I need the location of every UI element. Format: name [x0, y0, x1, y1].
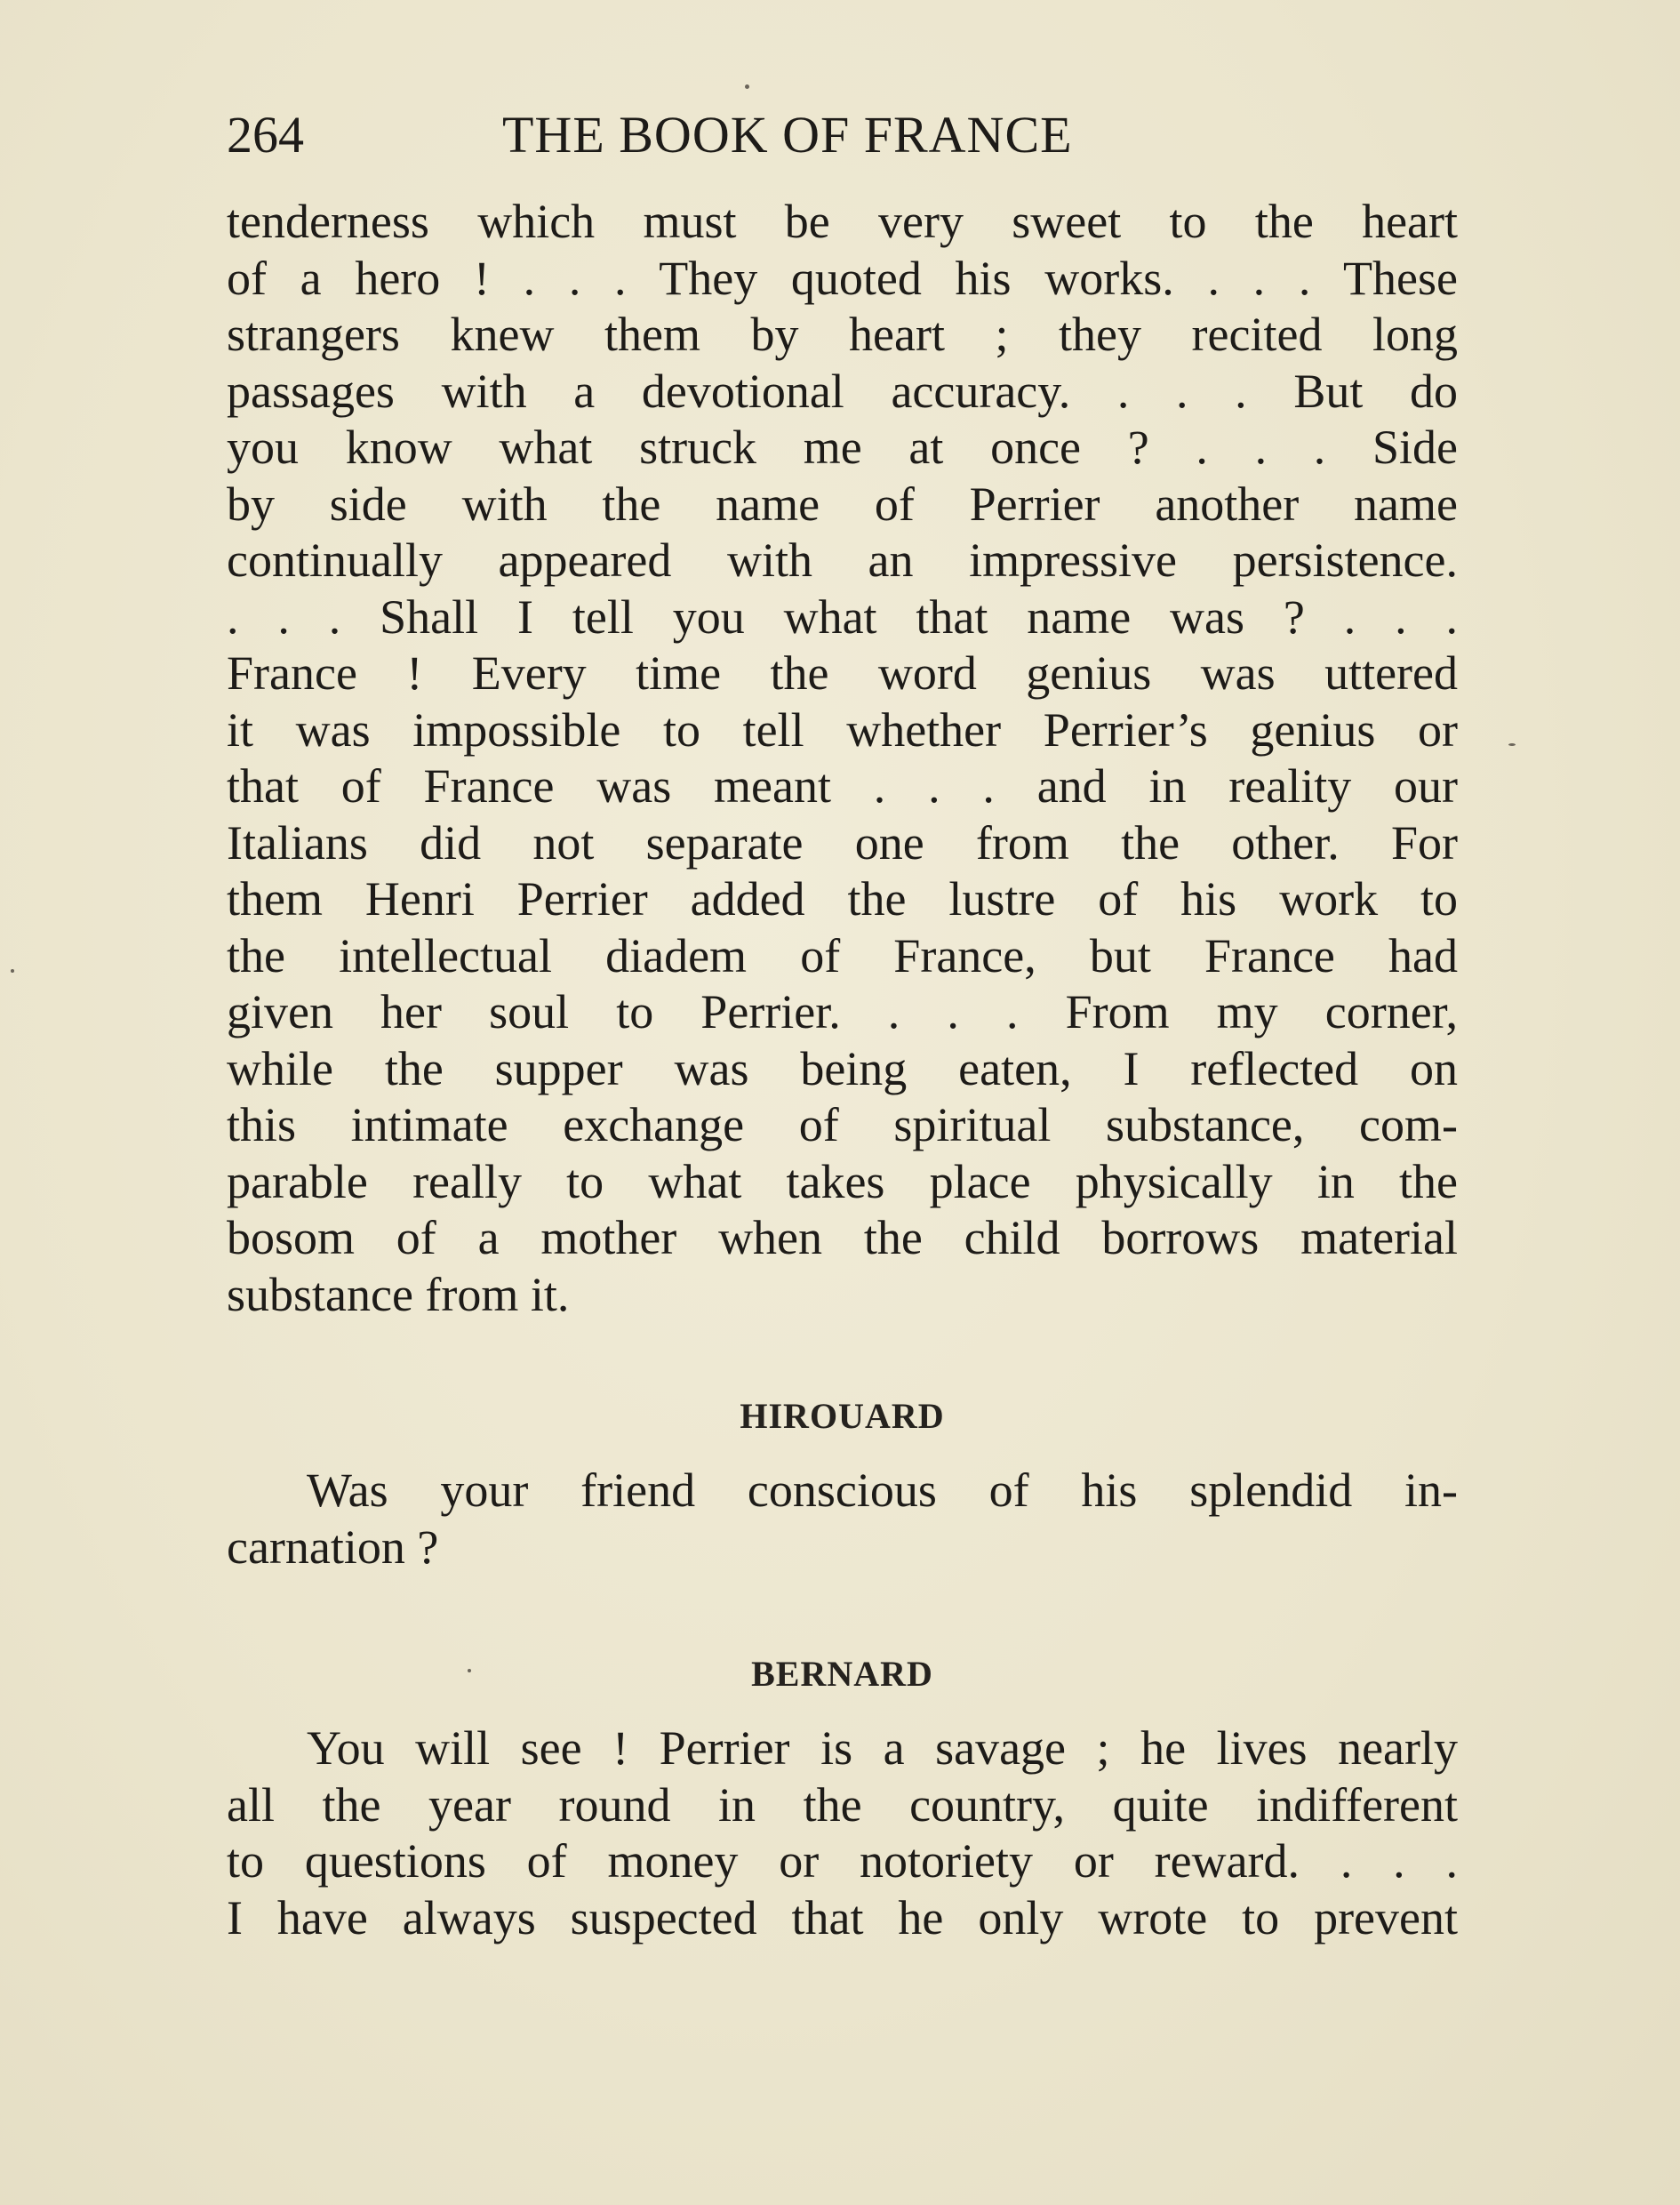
text-line: it was impossible to tell whether Perrier’s genius or — [227, 702, 1458, 757]
paragraph-bernard — [227, 1720, 1458, 1946]
paper-speck — [745, 84, 749, 89]
text-line: passages with a devotional accuracy. . . . But do — [227, 364, 1458, 418]
text-line: them Henri Perrier added the lustre of his work to — [227, 872, 1458, 926]
text-line: Was your friend conscious of his splendid in- — [307, 1463, 1458, 1517]
text-line: while the supper was being eaten, I reflected on — [227, 1041, 1458, 1095]
speaker-name-hirouard: HIROUARD — [740, 1396, 945, 1436]
page-number: 264 — [227, 106, 304, 164]
text-line: that of France was meant . . . and in reality our — [227, 759, 1458, 813]
text-line: bosom of a mother when the child borrows material — [227, 1211, 1458, 1264]
paragraph-continued — [227, 194, 1458, 1323]
text-line: tenderness which must be very sweet to the heart — [227, 195, 1458, 248]
text-line: you know what struck me at once ? . . . Side — [227, 421, 1458, 474]
paper-speck — [468, 1669, 471, 1672]
text-line: given her soul to Perrier. . . . From my corner, — [227, 985, 1458, 1038]
text-line: strangers knew them by heart ; they recited long — [227, 308, 1458, 361]
text-line: to questions of money or notoriety or reward. . . . — [227, 1834, 1458, 1888]
text-line: all the year round in the country, quite indifferent — [227, 1777, 1458, 1832]
paper-speck — [11, 969, 14, 973]
text-line: You will see ! Perrier is a savage ; he lives nearly — [307, 1721, 1458, 1775]
text-line: of a hero ! . . . They quoted his works. . . . These — [227, 251, 1458, 305]
book-title: THE BOOK OF FRANCE — [502, 106, 1073, 164]
text-line: France ! Every time the word genius was uttered — [227, 646, 1458, 700]
text-line: . . . Shall I tell you what that name was ? . . . — [227, 589, 1458, 644]
paper-speck — [1508, 743, 1516, 746]
paragraph-hirouard — [227, 1463, 1458, 1576]
running-head — [227, 100, 1178, 171]
text-line: substance from it. — [227, 1267, 570, 1321]
text-line: by side with the name of Perrier another name — [227, 477, 1458, 531]
text-line: the intellectual diadem of France, but France had — [227, 928, 1458, 982]
speaker-name-bernard: BERNARD — [751, 1654, 933, 1694]
text-line: continually appeared with an impressive persistence. — [227, 533, 1458, 587]
text-line: this intimate exchange of spiritual substance, com- — [227, 1098, 1458, 1151]
text-line: carnation ? — [227, 1519, 439, 1574]
text-line: Italians did not separate one from the other. For — [227, 815, 1458, 870]
text-line: I have always suspected that he only wrote to prevent — [227, 1890, 1458, 1944]
text-line: parable really to what takes place physically in the — [227, 1154, 1458, 1208]
